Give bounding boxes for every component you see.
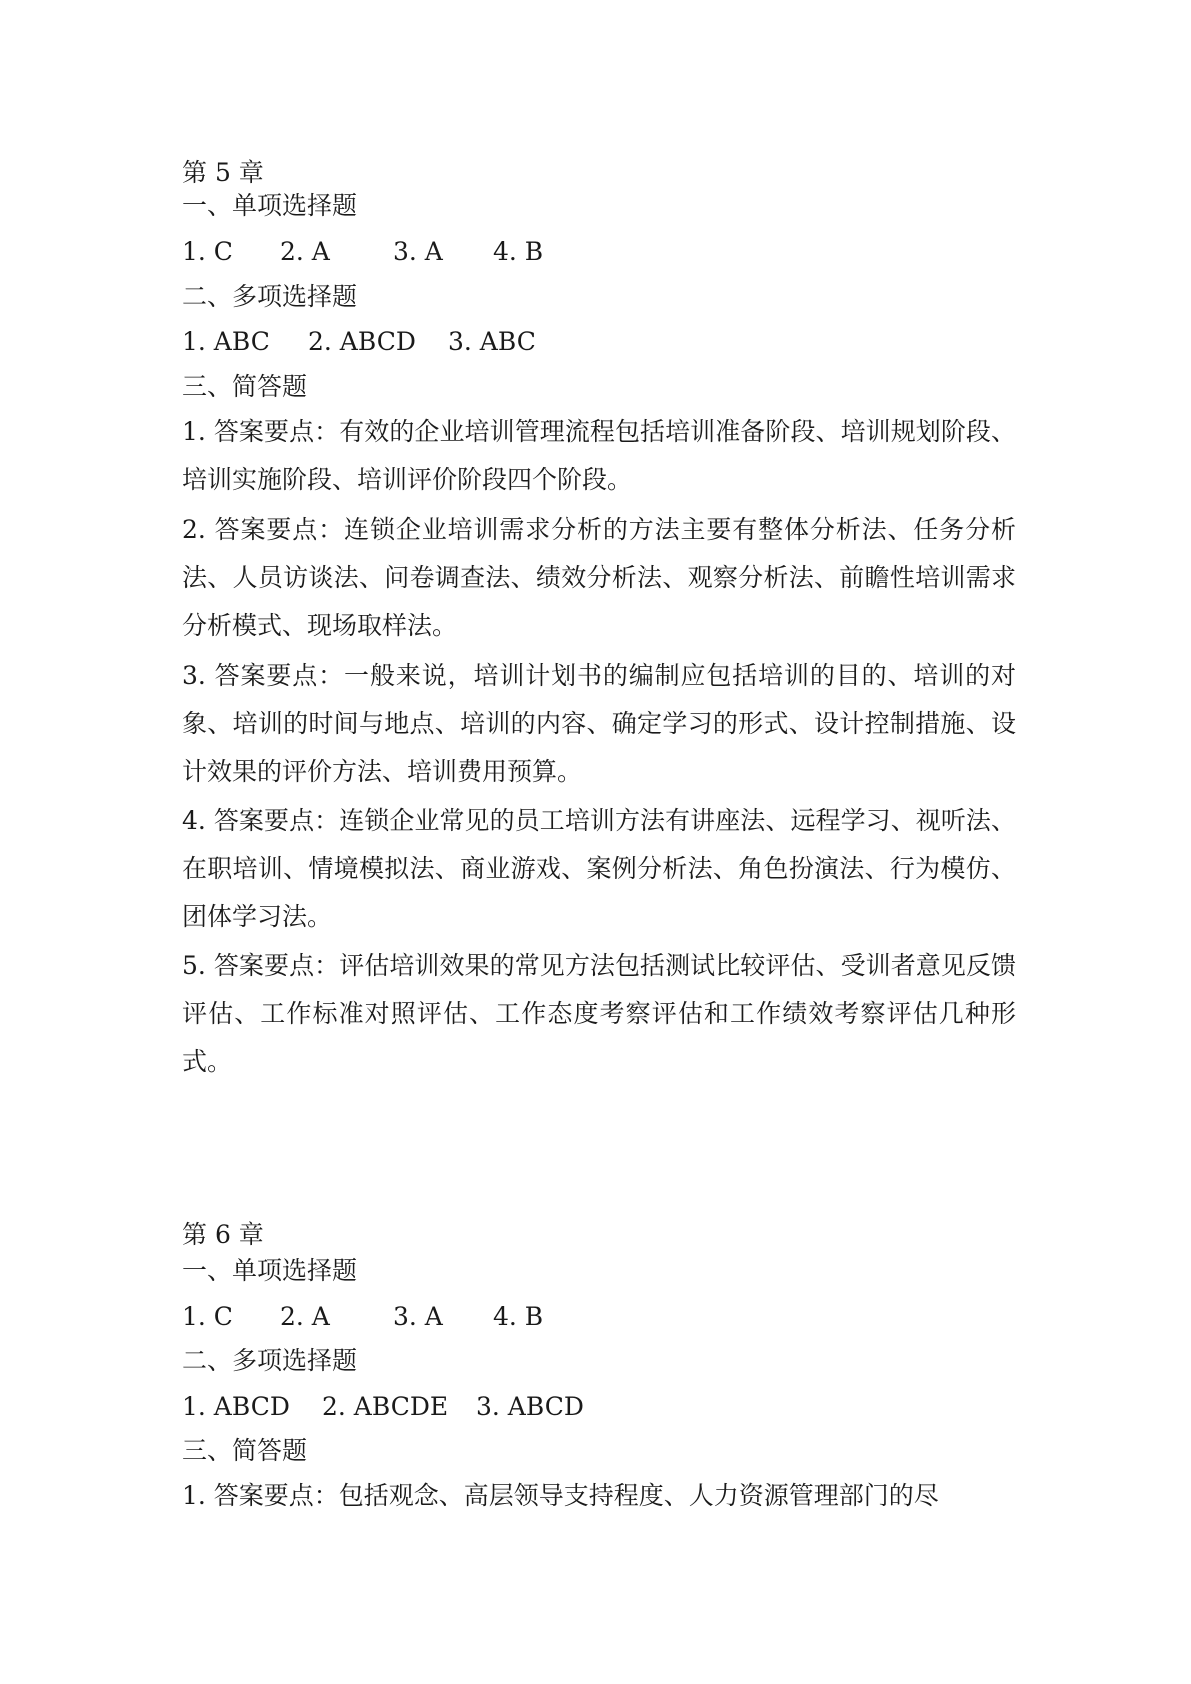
chapter-6-heading: 第 6 章 — [182, 1220, 264, 1249]
chapter-5-short-answer-5: 5. 答案要点：评估培训效果的常见方法包括测试比较评估、受训者意见反馈评估、工作标准对照评估、工作态度考察评估和工作绩效考察评估几种形式。 — [182, 951, 1016, 1076]
chapter-5-short-answer-4: 4. 答案要点：连锁企业常见的员工培训方法有讲座法、远程学习、视听法、在职培训、情境模拟法、商业游戏、案例分析法、角色扮演法、行为模仿、团体学习法。 — [182, 806, 1016, 931]
chapter-6-multi-choice-title: 二、多项选择题 — [182, 1346, 358, 1375]
answer-item: 2. A — [280, 1302, 330, 1331]
chapter-5-heading: 第 5 章 — [182, 158, 264, 187]
answer-item: 1. C — [182, 237, 233, 266]
answer-item: 1. C — [182, 1302, 233, 1331]
answer-item: 4. B — [493, 237, 544, 266]
answer-item: 2. A — [280, 237, 330, 266]
chapter-5-short-answer-title: 三、简答题 — [182, 372, 308, 401]
chapter-5-multi-choice-title: 二、多项选择题 — [182, 282, 358, 311]
answer-item: 1. ABC — [182, 327, 270, 356]
chapter-6-single-choice-title: 一、单项选择题 — [182, 1256, 358, 1285]
chapter-5-short-answer-1: 1. 答案要点：有效的企业培训管理流程包括培训准备阶段、培训规划阶段、培训实施阶段、培训评价阶段四个阶段。 — [182, 417, 1016, 494]
answer-item: 1. ABCD — [182, 1392, 290, 1421]
chapter-5-short-answer-3: 3. 答案要点：一般来说，培训计划书的编制应包括培训的目的、培训的对象、培训的时间与地点、培训的内容、确定学习的形式、设计控制措施、设计效果的评价方法、培训费用预算。 — [182, 661, 1016, 786]
answer-item: 3. ABCD — [476, 1392, 584, 1421]
chapter-6-short-answer-title: 三、简答题 — [182, 1436, 308, 1465]
chapter-5-single-choice-title: 一、单项选择题 — [182, 191, 358, 220]
answer-item: 4. B — [493, 1302, 544, 1331]
answer-item: 2. ABCDE — [322, 1392, 449, 1421]
chapter-5-short-answer-2: 2. 答案要点：连锁企业培训需求分析的方法主要有整体分析法、任务分析法、人员访谈法、问卷调查法、绩效分析法、观察分析法、前瞻性培训需求分析模式、现场取样法。 — [182, 515, 1016, 640]
answer-item: 3. ABC — [448, 327, 536, 356]
answer-item: 3. A — [393, 237, 443, 266]
chapter-6-short-answer-1: 1. 答案要点：包括观念、高层领导支持程度、人力资源管理部门的尽 — [182, 1481, 939, 1510]
answer-item: 2. ABCD — [308, 327, 416, 356]
answer-item: 3. A — [393, 1302, 443, 1331]
